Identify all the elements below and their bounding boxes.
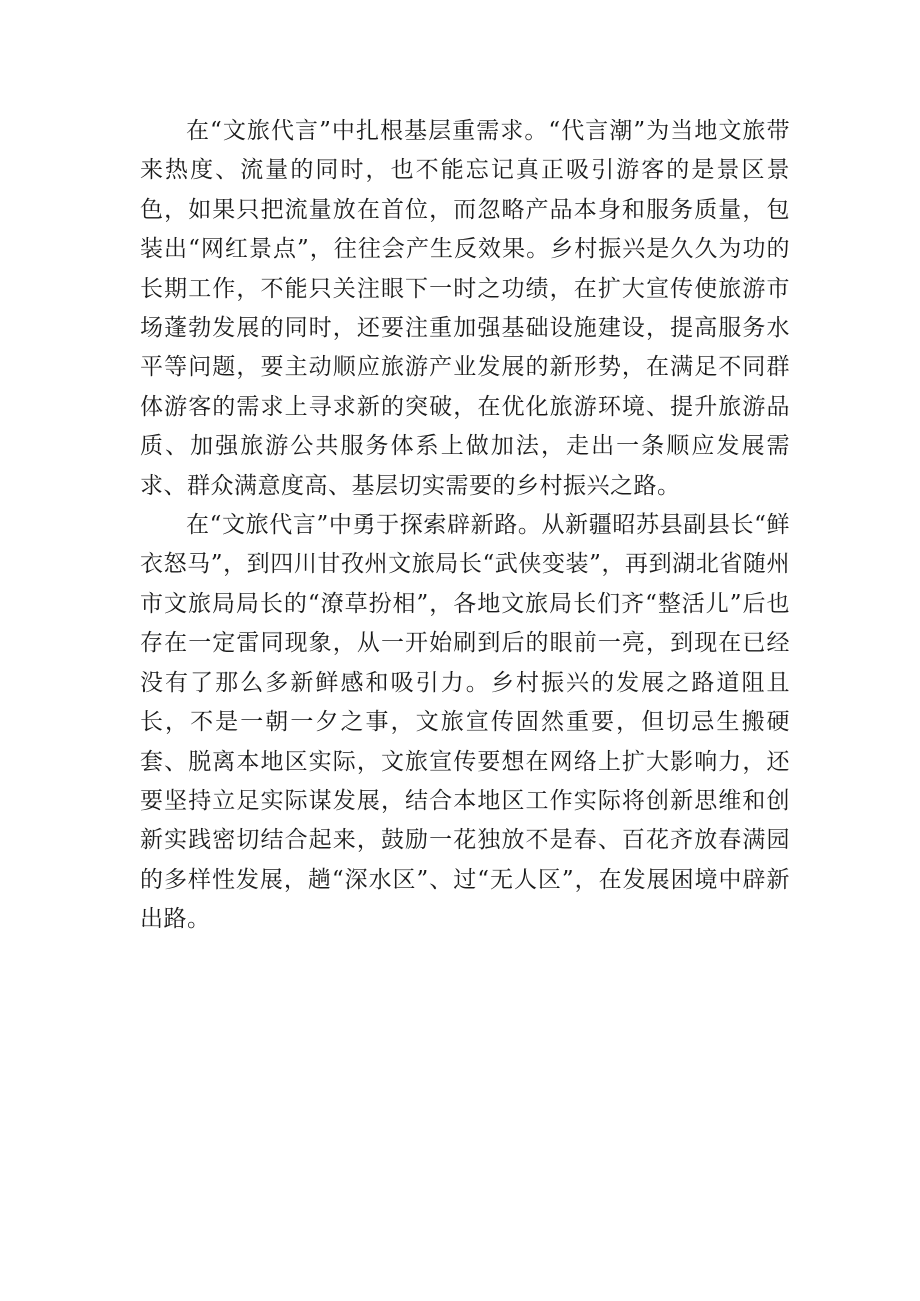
paragraph-innovation-new-path: 在“文旅代言”中勇于探索辟新路。从新疆昭苏县副县长“鲜衣怒马”，到四川甘孜州文旅局长“武侠变装”，再到湖北省随州市文旅局局长的“潦草扮相”，各地文旅局长们齐“整活儿”后也存在一定雷同现象，从一开始刷到后的眼前一亮，到现在已经没有了那么多新鲜感和吸引力。乡村振兴的发展之路道阻且长，不是一朝一夕之事，文旅宣传固然重要，但切忌生搬硬套、脱离本地区实际，文旅宣传要想在网络上扩大影响力，还要坚持立足实际谋发展，结合本地区工作实际将创新思维和创新实践密切结合起来，鼓励一花独放不是春、百花齐放春满园的多样性发展，趟“深水区”、过“无人区”，在发展困境中辟新出路。 — [140, 512, 790, 933]
document-body — [140, 112, 790, 940]
paragraph-rural-tourism-needs: 在“文旅代言”中扎根基层重需求。“代言潮”为当地文旅带来热度、流量的同时，也不能忘记真正吸引游客的是景区景色，如果只把流量放在首位，而忽略产品本身和服务质量，包装出“网红景点”，往往会产生反效果。乡村振兴是久久为功的长期工作，不能只关注眼下一时之功绩，在扩大宣传使旅游市场蓬勃发展的同时，还要注重加强基础设施建设，提高服务水平等问题，要主动顺应旅游产业发展的新形势，在满足不同群体游客的需求上寻求新的突破，在优化旅游环境、提升旅游品质、加强旅游公共服务体系上做加法，走出一条顺应发展需求、群众满意度高、基层切实需要的乡村振兴之路。 — [140, 118, 790, 499]
